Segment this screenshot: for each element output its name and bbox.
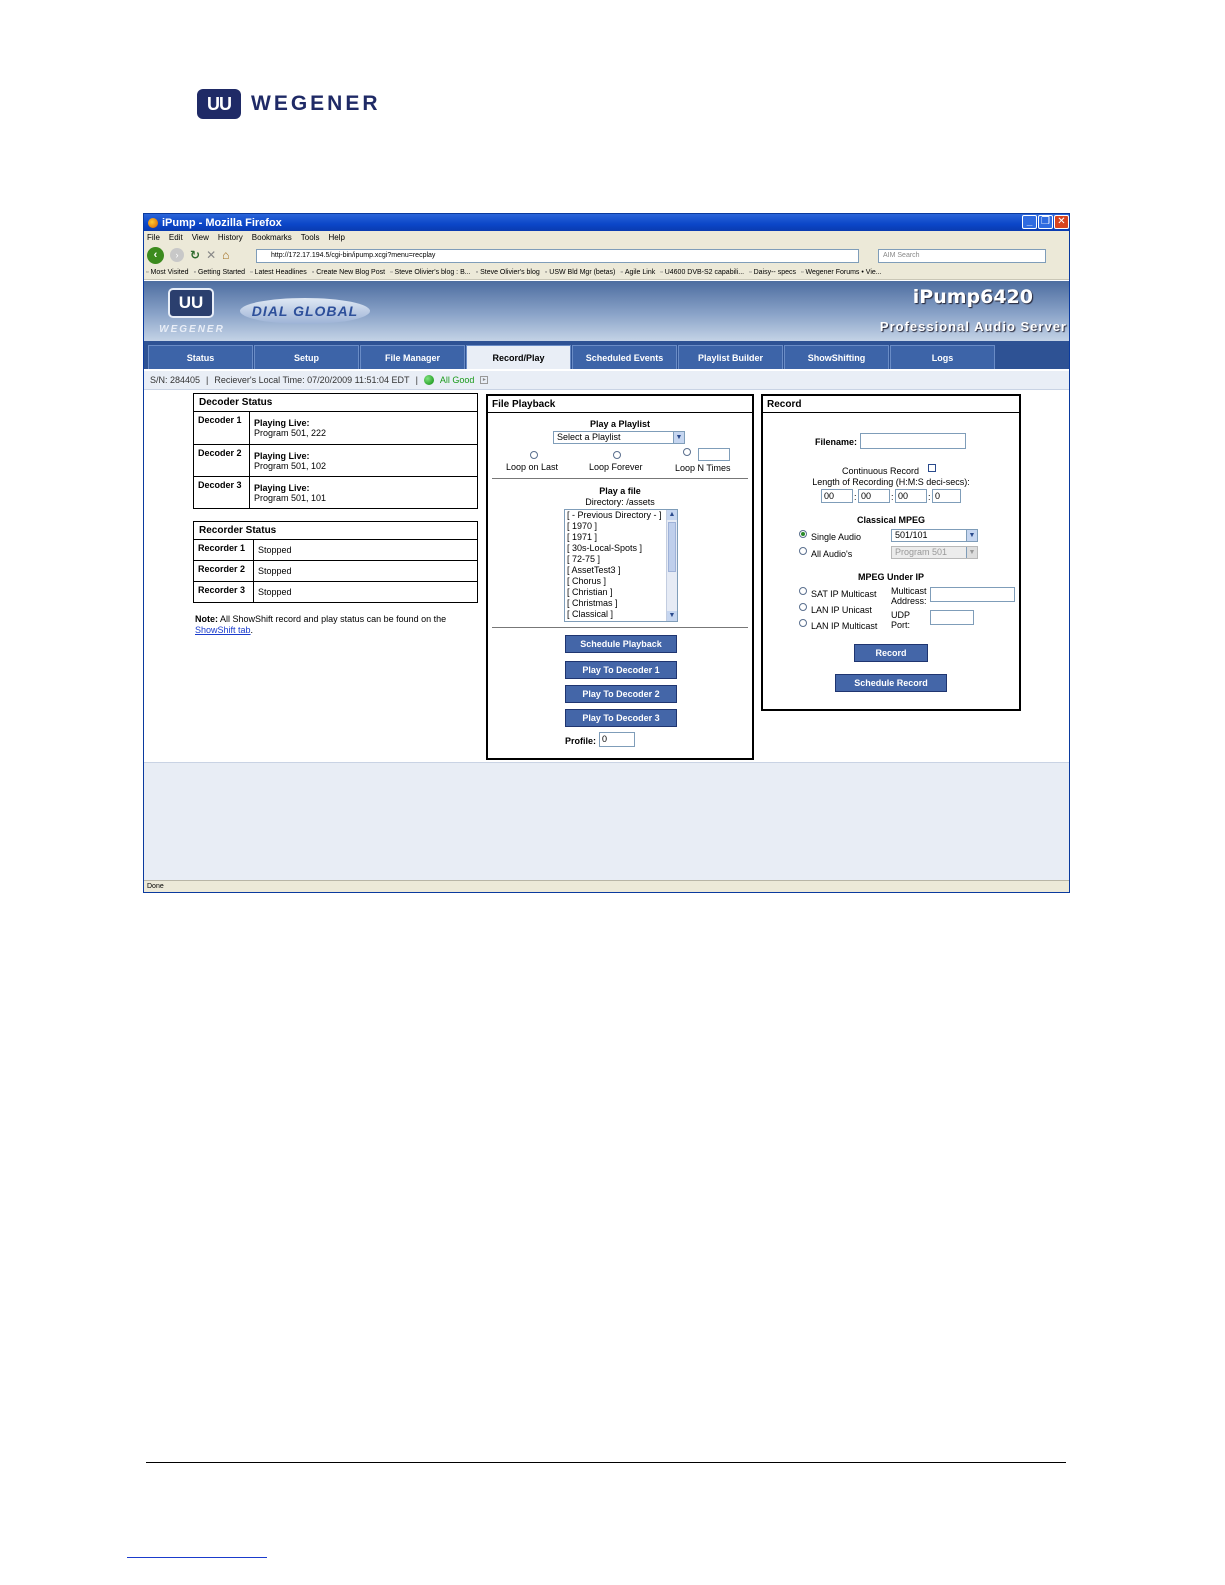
- playlist-heading: Play a Playlist: [589, 419, 651, 429]
- wegener-logo-text: WEGENER: [251, 92, 381, 115]
- home-icon[interactable]: ⌂: [222, 248, 230, 262]
- list-item[interactable]: [ Christian ]: [567, 587, 613, 597]
- bookmark-item[interactable]: ▫ U4600 DVB-S2 capabili...: [660, 269, 744, 276]
- tab-showshifting[interactable]: ShowShifting: [784, 345, 889, 369]
- length-seconds-input[interactable]: 00: [895, 489, 927, 503]
- decoder-state: Playing Live:: [254, 450, 310, 461]
- all-audios-label: All Audio's: [811, 549, 853, 559]
- all-audios-value: Program 501: [895, 547, 948, 557]
- record-title: Record: [763, 396, 1019, 413]
- file-playback-panel: [486, 394, 754, 760]
- firefox-icon: [148, 218, 158, 228]
- multicast-label-line2: Address:: [891, 596, 927, 606]
- loop-n-times-label: Loop N Times: [675, 463, 731, 473]
- length-deci-input[interactable]: 0: [932, 489, 961, 503]
- classical-mpeg-heading: Classical MPEG: [856, 515, 926, 525]
- product-subtitle: Professional Audio Server: [879, 319, 1067, 334]
- decoder-state: Playing Live:: [254, 482, 310, 493]
- loop-forever-radio[interactable]: [613, 451, 621, 459]
- loop-n-times-input[interactable]: [698, 448, 730, 461]
- tab-record-play[interactable]: Record/Play: [466, 345, 571, 369]
- window-title: iPump - Mozilla Firefox: [162, 216, 282, 229]
- lan-ip-multicast-radio[interactable]: [799, 619, 807, 627]
- forward-icon[interactable]: ›: [170, 248, 184, 262]
- schedule-playback-button[interactable]: Schedule Playback: [565, 635, 677, 653]
- single-audio-value: 501/101: [895, 530, 928, 540]
- sat-ip-multicast-label: SAT IP Multicast: [811, 589, 877, 599]
- menu-tools[interactable]: Tools: [300, 233, 320, 242]
- multicast-label-line1: Multicast: [891, 586, 927, 596]
- udp-label-line2: Port:: [891, 620, 911, 630]
- browser-status-bar: Done: [144, 880, 1069, 892]
- chevron-down-icon: ▼: [966, 530, 977, 541]
- bookmark-item[interactable]: ▫ USW Bld Mgr (betas): [545, 269, 616, 276]
- status-separator: |: [415, 375, 418, 385]
- time-separator: :: [928, 492, 931, 502]
- bookmark-item[interactable]: ▫ Agile Link: [620, 269, 655, 276]
- bookmark-item[interactable]: ▫ Daisy-- specs: [749, 269, 796, 276]
- menu-edit[interactable]: Edit: [168, 233, 183, 242]
- profile-input[interactable]: 0: [599, 732, 635, 747]
- list-item[interactable]: [ 30s-Local-Spots ]: [567, 543, 643, 553]
- recorder-status-table: [193, 521, 478, 603]
- continuous-record-checkbox[interactable]: [928, 464, 936, 472]
- table-row: [194, 561, 478, 582]
- note-suffix: .: [250, 625, 254, 635]
- length-hours-input[interactable]: 00: [821, 489, 853, 503]
- mpeg-under-ip-heading: MPEG Under IP: [857, 572, 924, 582]
- length-minutes-input[interactable]: 00: [858, 489, 890, 503]
- list-item[interactable]: [ 1970 ]: [567, 521, 598, 531]
- record-panel: [761, 394, 1021, 711]
- record-play-content: [144, 390, 1069, 762]
- decoder-value: [250, 412, 478, 445]
- bookmark-item[interactable]: ▫ Getting Started: [193, 269, 245, 276]
- decoder-label: Decoder 1: [194, 412, 250, 445]
- decoder-label: Decoder 2: [194, 445, 250, 477]
- tab-setup[interactable]: Setup: [254, 345, 359, 369]
- app-logo-text: WEGENER: [159, 324, 225, 335]
- single-audio-radio[interactable]: [799, 530, 807, 538]
- list-item[interactable]: [ AssetTest3 ]: [567, 565, 621, 575]
- loop-on-last-label: Loop on Last: [506, 462, 559, 472]
- app-header: [144, 281, 1069, 341]
- note-prefix: Note:: [195, 614, 218, 624]
- list-item[interactable]: [ Classical ]: [567, 609, 614, 619]
- schedule-record-button[interactable]: Schedule Record: [835, 674, 947, 692]
- lan-ip-multicast-label: LAN IP Multicast: [811, 621, 878, 631]
- recorder-label: Recorder 3: [194, 582, 254, 603]
- chevron-down-icon: ▼: [966, 547, 977, 558]
- playlist-select[interactable]: [553, 431, 685, 444]
- recorder-value: Stopped: [254, 540, 478, 561]
- window-titlebar: [144, 214, 1069, 231]
- menu-help[interactable]: Help: [328, 233, 345, 242]
- udp-port-label: [891, 610, 910, 630]
- continuous-record-label: Continuous Record: [842, 466, 920, 476]
- decoder-program: Program 501, 102: [254, 460, 327, 471]
- record-button[interactable]: Record: [854, 644, 928, 662]
- recorder-status-title: Recorder Status: [194, 522, 478, 540]
- decoder-state: Playing Live:: [254, 418, 310, 428]
- playlist-select-value: Select a Playlist: [557, 432, 621, 442]
- single-audio-label: Single Audio: [811, 532, 862, 542]
- health-status: All Good: [439, 375, 475, 385]
- length-label: Length of Recording (H:M:S deci-secs):: [812, 477, 970, 487]
- play-to-decoder-1-button[interactable]: Play To Decoder 1: [565, 661, 677, 679]
- loop-on-last-radio[interactable]: [530, 451, 538, 459]
- menu-view[interactable]: View: [191, 233, 209, 242]
- list-item[interactable]: [ 1971 ]: [567, 532, 598, 542]
- file-playback-title: File Playback: [488, 396, 752, 413]
- recorder-label: Recorder 2: [194, 561, 254, 582]
- decoder-program: Program 501, 222: [254, 428, 327, 438]
- health-indicator-icon: [424, 375, 434, 385]
- product-name: iPump6420: [912, 286, 1033, 308]
- list-item[interactable]: [ - Previous Directory - ]: [567, 510, 662, 520]
- decoder-value: [250, 477, 478, 509]
- local-time: Reciever's Local Time: 07/20/2009 11:51:04 EDT: [214, 375, 410, 385]
- scroll-down-icon[interactable]: ▼: [668, 612, 676, 619]
- wegener-app-logo: [156, 286, 228, 338]
- page-footer-rule: [146, 1462, 1066, 1463]
- menu-history[interactable]: History: [217, 233, 243, 242]
- list-item[interactable]: [ 72-75 ]: [567, 554, 601, 564]
- search-input[interactable]: AIM Search: [878, 249, 1046, 263]
- stop-icon[interactable]: ✕: [206, 248, 217, 262]
- table-row: [194, 477, 478, 509]
- dial-global-logo: DIAL GLOBAL: [240, 298, 370, 324]
- showshift-tab-link[interactable]: ShowShift tab: [195, 625, 251, 635]
- loop-forever-label: Loop Forever: [589, 462, 643, 472]
- all-audios-radio[interactable]: [799, 547, 807, 555]
- decoder-value: [250, 445, 478, 477]
- url-bar[interactable]: http://172.17.194.5/cgi-bin/ipump.xcgi?menu=recplay: [256, 249, 859, 263]
- recorder-label: Recorder 1: [194, 540, 254, 561]
- app-logo-mark: UU: [168, 288, 214, 318]
- tab-playlist-builder[interactable]: Playlist Builder: [678, 345, 783, 369]
- udp-label-line1: UDP: [891, 610, 911, 620]
- single-audio-select[interactable]: [891, 529, 978, 542]
- play-file-heading: Play a file: [599, 486, 641, 496]
- receiver-status-line: [144, 371, 1069, 390]
- status-separator: |: [206, 375, 209, 385]
- list-item[interactable]: [ Christmas ]: [567, 598, 618, 608]
- wegener-logo-mark: UU: [197, 89, 241, 119]
- recorder-value: Stopped: [254, 582, 478, 603]
- minimize-button[interactable]: _: [1022, 215, 1037, 229]
- page-footer-area: [144, 762, 1069, 880]
- serial-number: S/N: 284405: [150, 375, 201, 385]
- multicast-address-input[interactable]: [930, 587, 1015, 602]
- menu-file[interactable]: File: [147, 233, 160, 242]
- bookmark-item[interactable]: ▫ Most Visited: [146, 269, 188, 276]
- decoder-status-title: Decoder Status: [194, 394, 478, 412]
- file-listbox[interactable]: [564, 509, 678, 622]
- loop-n-times-radio[interactable]: [683, 448, 691, 456]
- sat-ip-multicast-radio[interactable]: [799, 587, 807, 595]
- filename-input[interactable]: [860, 433, 966, 449]
- lan-ip-unicast-label: LAN IP Unicast: [811, 605, 872, 615]
- tab-logs[interactable]: Logs: [890, 345, 995, 369]
- file-list-scrollbar[interactable]: [666, 510, 677, 621]
- tab-file-manager[interactable]: File Manager: [360, 345, 465, 369]
- tab-status[interactable]: Status: [148, 345, 253, 369]
- time-separator: :: [854, 492, 857, 502]
- play-to-decoder-3-button[interactable]: Play To Decoder 3: [565, 709, 677, 727]
- close-button[interactable]: ✕: [1054, 215, 1069, 229]
- menu-bar: [144, 231, 1069, 244]
- bookmark-item[interactable]: ▫ Latest Headlines: [250, 269, 307, 276]
- table-row: [194, 540, 478, 561]
- directory-label: Directory: /assets: [585, 497, 655, 507]
- showshift-note: [195, 614, 465, 636]
- udp-port-input[interactable]: [930, 610, 974, 625]
- lan-ip-unicast-radio[interactable]: [799, 603, 807, 611]
- decoder-status-table: [193, 393, 478, 509]
- restore-button[interactable]: ❐: [1038, 215, 1053, 229]
- decoder-program: Program 501, 101: [254, 492, 327, 503]
- recorder-value: Stopped: [254, 561, 478, 582]
- note-text: All ShowShift record and play status can be found on the: [220, 614, 447, 624]
- bookmark-item[interactable]: ▫ Wegener Forums • Vie...: [801, 269, 882, 276]
- list-item[interactable]: [ Chorus ]: [567, 576, 607, 586]
- time-separator: :: [891, 492, 894, 502]
- table-row: [194, 445, 478, 477]
- reload-icon[interactable]: ↻: [190, 248, 201, 262]
- firefox-window: [143, 213, 1070, 893]
- wegener-document-logo: [197, 88, 381, 120]
- divider: [492, 627, 748, 628]
- multicast-address-label: [891, 586, 927, 606]
- decoder-label: Decoder 3: [194, 477, 250, 509]
- bookmark-item[interactable]: ▫ Create New Blog Post: [312, 269, 385, 276]
- scroll-thumb[interactable]: [668, 522, 676, 572]
- bookmark-item[interactable]: ▫ Steve Olivier's blog : B...: [390, 269, 471, 276]
- scroll-up-icon[interactable]: ▲: [668, 511, 676, 518]
- main-tabs: [144, 341, 1069, 369]
- filename-label: Filename:: [815, 437, 858, 447]
- bookmarks-toolbar: [144, 266, 1069, 280]
- menu-bookmarks[interactable]: Bookmarks: [251, 233, 292, 242]
- table-row: [194, 582, 478, 603]
- back-icon[interactable]: ‹: [147, 247, 164, 264]
- profile-label: Profile:: [565, 736, 597, 746]
- table-row: [194, 412, 478, 445]
- all-audios-select[interactable]: [891, 546, 978, 559]
- bookmark-item[interactable]: ▫ Steve Olivier's blog: [476, 269, 540, 276]
- tab-scheduled-events[interactable]: Scheduled Events: [572, 345, 677, 369]
- divider: [492, 478, 748, 479]
- footer-link-underline: [127, 1557, 267, 1558]
- expand-icon[interactable]: ▸: [480, 376, 488, 384]
- chevron-down-icon: ▼: [673, 432, 684, 443]
- play-to-decoder-2-button[interactable]: Play To Decoder 2: [565, 685, 677, 703]
